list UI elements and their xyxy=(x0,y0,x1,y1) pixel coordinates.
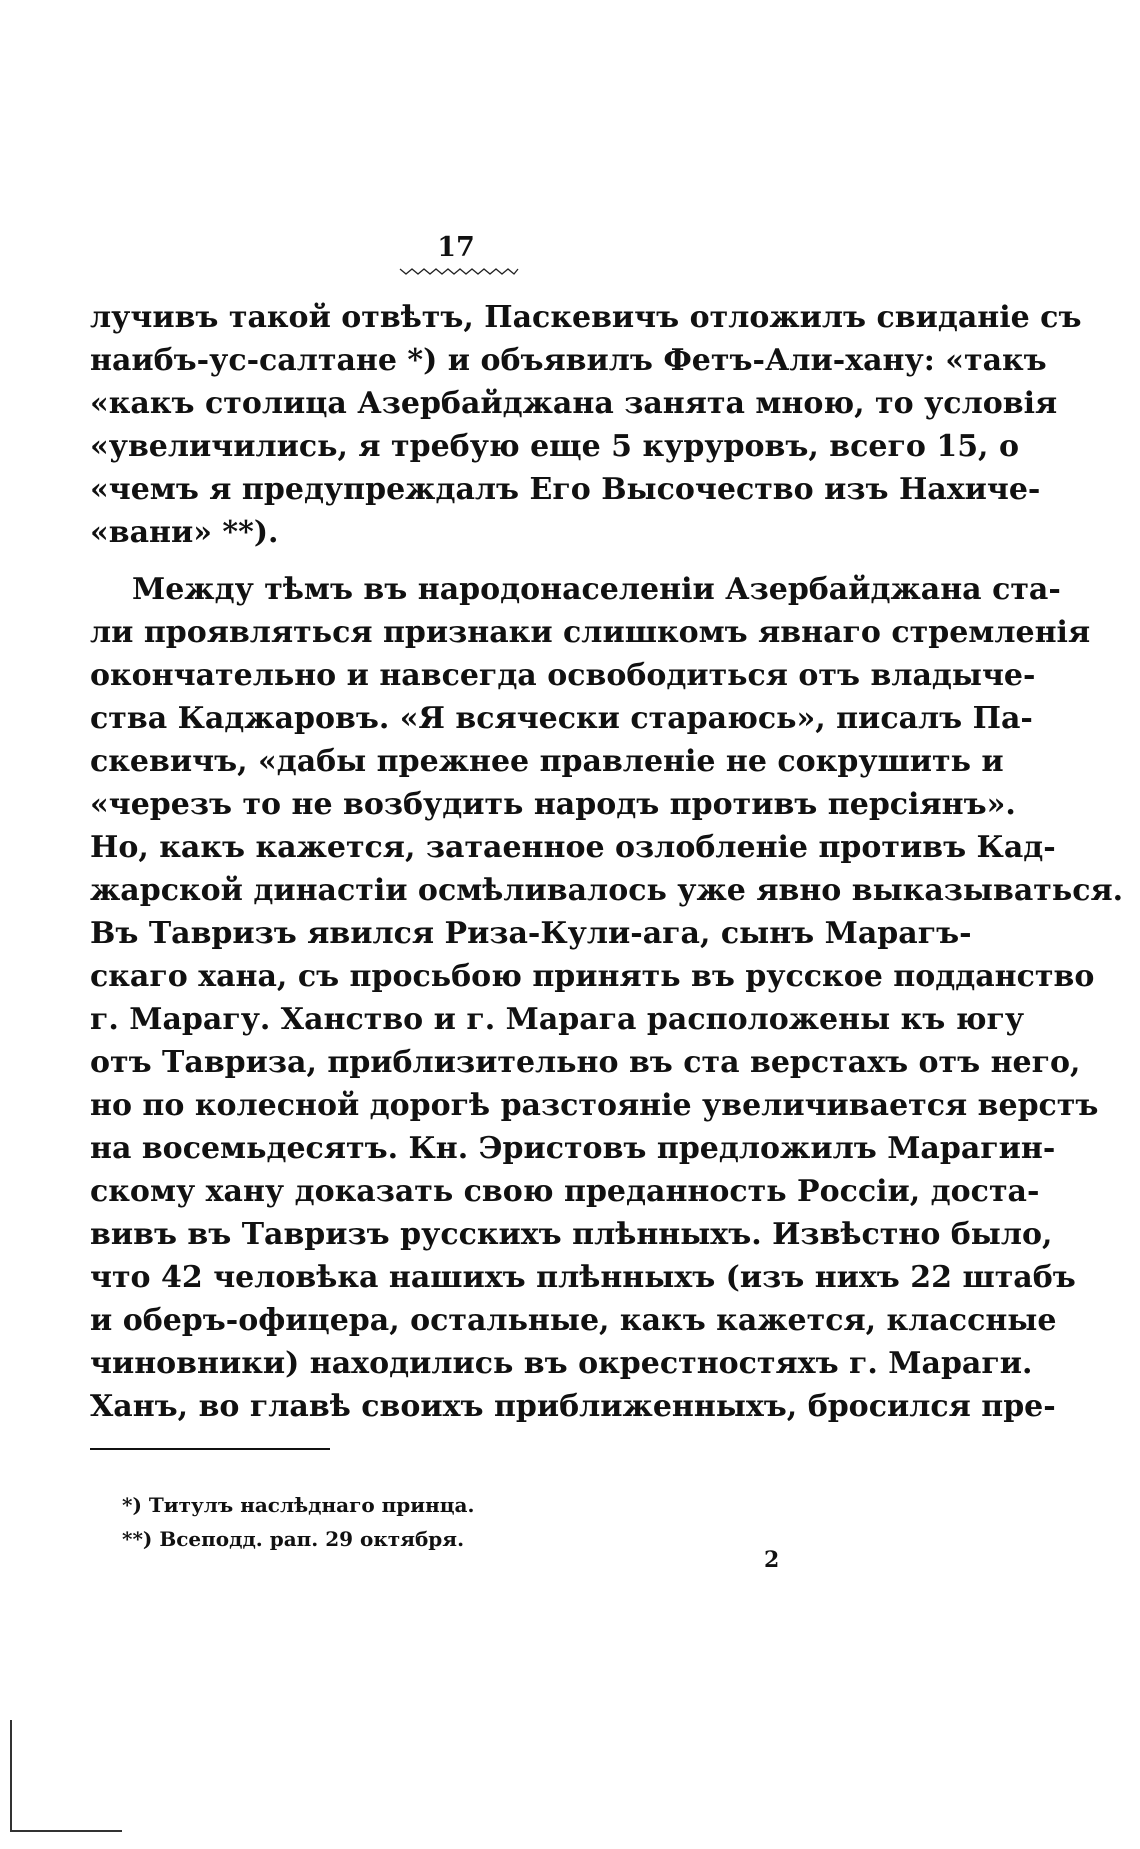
text-line: окончательно и навсегда освободиться отъ владыче- xyxy=(90,658,1036,693)
text-line: скаго хана, съ просьбою принять въ русское подданство xyxy=(90,959,1095,994)
text-line: лучивъ такой отвѣтъ, Паскевичъ отложилъ свиданіе съ xyxy=(90,300,1082,335)
text-line: Ханъ, во главѣ своихъ приближенныхъ, бросился пре- xyxy=(90,1389,1056,1424)
text-line: что 42 человѣка нашихъ плѣнныхъ (изъ нихъ 22 штабъ xyxy=(90,1260,1076,1295)
text-line: «черезъ то не возбудить народъ противъ персіянъ». xyxy=(90,787,1016,822)
text-line: отъ Тавриза, приблизительно въ ста верстахъ отъ него, xyxy=(90,1045,1081,1080)
text-line: но по колесной дорогѣ разстояніе увеличивается верстъ xyxy=(90,1088,1099,1123)
text-line: вивъ въ Тавризъ русскихъ плѣнныхъ. Извѣстно было, xyxy=(90,1217,1053,1252)
text-line: и оберъ-офицера, остальные, какъ кажется, классные xyxy=(90,1303,1057,1338)
text-line: наибъ-ус-салтане *) и объявилъ Фетъ-Али-хану: «такъ xyxy=(90,343,1047,378)
text-line: скевичъ, «дабы прежнее правленіе не сокрушить и xyxy=(90,744,1004,779)
body-text xyxy=(90,296,1124,1428)
text-line: г. Марагу. Ханство и г. Марага расположены къ югу xyxy=(90,1002,1025,1037)
paragraph xyxy=(90,296,1082,554)
footnote-2: **) Всеподд. рап. 29 октября. xyxy=(122,1527,465,1551)
text-line: «увеличились, я требую еще 5 куруровъ, всего 15, о xyxy=(90,429,1019,464)
scan-corner-mark xyxy=(10,1720,122,1832)
text-line: Между тѣмъ въ народонаселеніи Азербайджана ста- xyxy=(132,572,1061,607)
footnotes xyxy=(122,1488,622,1556)
text-line: скому хану доказать свою преданность Россіи, доста- xyxy=(90,1174,1040,1209)
text-line: Но, какъ кажется, затаенное озлобленіе противъ Кад- xyxy=(90,830,1056,865)
text-line: на восемьдесятъ. Кн. Эристовъ предложилъ Марагин- xyxy=(90,1131,1056,1166)
footnote-divider xyxy=(90,1448,330,1450)
text-line: «какъ столица Азербайджана занята мною, то условія xyxy=(90,386,1058,421)
paragraph xyxy=(90,568,1124,1428)
ornamental-wavy-rule xyxy=(398,265,520,277)
text-line: ли проявляться признаки слишкомъ явнаго стремленія xyxy=(90,615,1091,650)
text-line: «чемъ я предупреждалъ Его Высочество изъ Нахиче- xyxy=(90,472,1041,507)
text-line: чиновники) находились въ окрестностяхъ г. Мараги. xyxy=(90,1346,1033,1381)
text-line: Въ Тавризъ явился Риза-Кули-ага, сынъ Марагъ- xyxy=(90,916,972,951)
text-line: жарской династіи осмѣливалось уже явно выказываться. xyxy=(90,873,1124,908)
text-line: «вани» **). xyxy=(90,515,279,550)
footnote-1: *) Титулъ наслѣднаго принца. xyxy=(122,1493,475,1517)
printer-signature-mark: 2 xyxy=(764,1547,780,1573)
text-line: ства Каджаровъ. «Я всячески стараюсь», писалъ Па- xyxy=(90,701,1033,736)
page-number: 17 xyxy=(437,232,475,263)
